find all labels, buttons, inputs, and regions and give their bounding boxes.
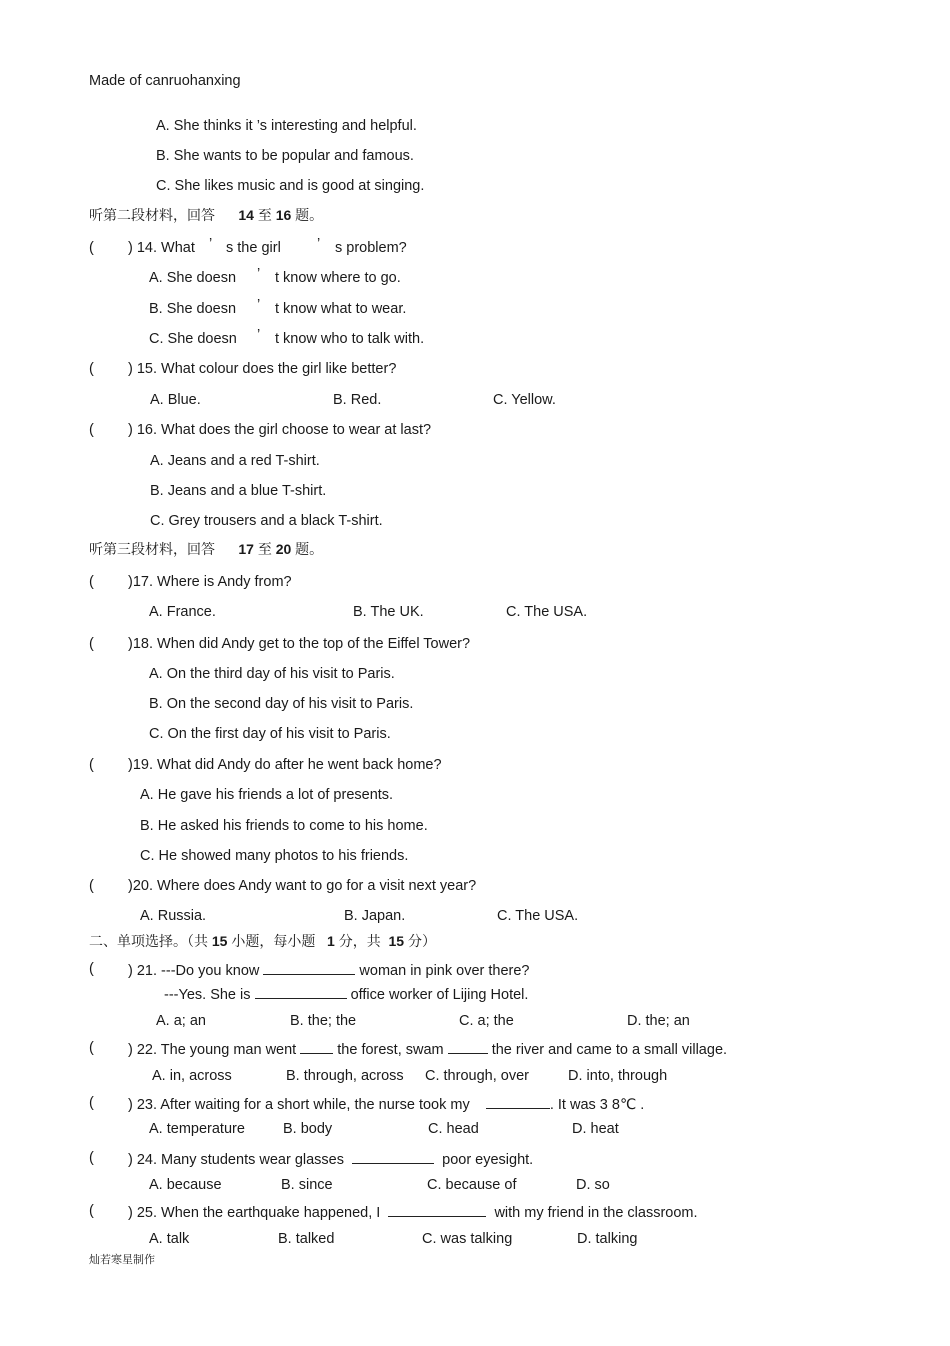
section-3-post: 题。 xyxy=(295,541,324,557)
q23-stem-b: . It was 3 8℃ . xyxy=(549,1097,645,1113)
q22-stem-a: ) 22. The young man went xyxy=(128,1042,297,1058)
q13-option-b: B. She wants to be popular and famous. xyxy=(156,148,414,164)
q22-option-b: B. through, across xyxy=(286,1068,404,1084)
q16-option-a: A. Jeans and a red T-shirt. xyxy=(150,453,320,469)
section-2-mid: 至 xyxy=(257,207,272,223)
q21-stem-b: woman in pink over there? xyxy=(359,963,530,979)
q19-option-b: B. He asked his friends to come to his home. xyxy=(140,818,428,834)
q23-blank[interactable] xyxy=(486,1094,550,1109)
q24-stem-b: poor eyesight. xyxy=(442,1152,534,1168)
q20-option-c: C. The USA. xyxy=(497,908,579,924)
q18-option-a: A. On the third day of his visit to Paris. xyxy=(149,666,395,682)
q16-answer-paren[interactable]: ( xyxy=(89,422,94,438)
q21-option-b: B. the; the xyxy=(290,1013,357,1029)
q20-option-a: A. Russia. xyxy=(140,908,207,924)
q19-stem: )19. What did Andy do after he went back home? xyxy=(128,757,442,773)
q14-stem-a: ) 14. What xyxy=(128,240,195,256)
q24-option-d: D. so xyxy=(576,1177,610,1193)
q20-option-b: B. Japan. xyxy=(344,908,406,924)
q21-option-a: A. a; an xyxy=(156,1013,206,1029)
part-2-heading xyxy=(89,932,436,950)
q22-option-a: A. in, across xyxy=(152,1068,232,1084)
q21-reply-a: ---Yes. She is xyxy=(164,987,251,1003)
q15-answer-paren[interactable]: ( xyxy=(89,361,94,377)
q14-stem-c: s problem? xyxy=(335,240,407,256)
part-2-t3: 分，共 xyxy=(338,933,381,949)
q25-stem xyxy=(128,1202,698,1222)
q25-blank[interactable] xyxy=(388,1202,486,1217)
q23-answer-paren[interactable]: ( xyxy=(89,1095,94,1111)
part-2-n3: 15 xyxy=(388,933,405,949)
q23-option-d: D. heat xyxy=(572,1121,619,1137)
q21-reply-b: office worker of Lijing Hotel. xyxy=(350,987,529,1003)
q22-blank-2[interactable] xyxy=(448,1039,488,1054)
q19-option-c: C. He showed many photos to his friends. xyxy=(140,848,409,864)
q18-option-c: C. On the first day of his visit to Paris. xyxy=(149,726,391,742)
section-2-n1: 14 xyxy=(238,207,254,223)
section-2-heading xyxy=(89,206,323,224)
part-2-t2: 小题，每小题 xyxy=(231,933,316,949)
q24-stem xyxy=(128,1149,533,1169)
q22-stem-c: the river and came to a small village. xyxy=(491,1042,728,1058)
q21-answer-paren[interactable]: ( xyxy=(89,961,94,977)
q23-option-a: A. temperature xyxy=(149,1121,245,1137)
q14-option-b-post: t know what to wear. xyxy=(275,301,407,317)
q25-option-c: C. was talking xyxy=(422,1231,513,1247)
q22-blank-1[interactable] xyxy=(300,1039,333,1054)
q14-option-c-apos: ’ xyxy=(257,327,261,343)
q24-option-a: A. because xyxy=(149,1177,222,1193)
q21-stem-a: ) 21. ---Do you know xyxy=(128,963,260,979)
q14-option-a-post: t know where to go. xyxy=(275,270,401,286)
q22-stem-b: the forest, swam xyxy=(337,1042,444,1058)
q23-stem-a: ) 23. After waiting for a short while, the nurse took my xyxy=(128,1097,470,1113)
part-2-n2: 1 xyxy=(327,933,335,949)
q15-option-c: C. Yellow. xyxy=(493,392,556,408)
q14-stem-b: s the girl xyxy=(226,240,281,256)
q14-option-c-pre: C. She doesn xyxy=(149,331,237,347)
q25-option-d: D. talking xyxy=(577,1231,638,1247)
part-2-t1: 二、单项选择。（共 xyxy=(89,933,208,949)
section-2-pre: 听第二段材料，回答 xyxy=(89,207,215,223)
q21-blank-2[interactable] xyxy=(255,984,347,999)
q18-stem: )18. When did Andy get to the top of the Eiffel Tower? xyxy=(128,636,471,652)
q14-apostrophe-2: ’ xyxy=(317,236,321,252)
q19-option-a: A. He gave his friends a lot of presents. xyxy=(140,787,394,803)
q22-answer-paren[interactable]: ( xyxy=(89,1040,94,1056)
q21-reply xyxy=(164,984,528,1004)
part-2-n1: 15 xyxy=(211,933,228,949)
q14-apostrophe-1: ’ xyxy=(209,236,213,252)
q17-stem: )17. Where is Andy from? xyxy=(128,574,292,590)
q17-option-c: C. The USA. xyxy=(506,604,588,620)
q17-answer-paren[interactable]: ( xyxy=(89,574,94,590)
q25-answer-paren[interactable]: ( xyxy=(89,1203,94,1219)
q25-option-b: B. talked xyxy=(278,1231,335,1247)
q18-option-b: B. On the second day of his visit to Paris. xyxy=(149,696,414,712)
q22-option-d: D. into, through xyxy=(568,1068,668,1084)
q23-option-b: B. body xyxy=(283,1121,333,1137)
q25-option-a: A. talk xyxy=(149,1231,190,1247)
q15-stem: ) 15. What colour does the girl like better? xyxy=(128,361,397,377)
section-2-n2: 16 xyxy=(275,207,292,223)
q23-option-c: C. head xyxy=(428,1121,479,1137)
q24-blank[interactable] xyxy=(352,1149,434,1164)
q21-option-c: C. a; the xyxy=(459,1013,514,1029)
q25-stem-a: ) 25. When the earthquake happened, I xyxy=(128,1205,381,1221)
q17-option-b: B. The UK. xyxy=(353,604,424,620)
q13-option-c: C. She likes music and is good at singing. xyxy=(156,178,425,194)
q22-stem xyxy=(128,1039,727,1059)
section-3-n1: 17 xyxy=(238,541,254,557)
q25-stem-b: with my friend in the classroom. xyxy=(494,1205,698,1221)
q14-option-b-pre: B. She doesn xyxy=(149,301,237,317)
q23-stem xyxy=(128,1094,644,1114)
q14-option-b-apos: ’ xyxy=(257,297,261,313)
section-2-post: 题。 xyxy=(295,207,324,223)
q14-option-a-apos: ’ xyxy=(257,266,261,282)
section-3-heading xyxy=(89,540,323,558)
q24-option-c: C. because of xyxy=(427,1177,517,1193)
q24-answer-paren[interactable]: ( xyxy=(89,1150,94,1166)
q18-answer-paren[interactable]: ( xyxy=(89,636,94,652)
q16-stem: ) 16. What does the girl choose to wear at last? xyxy=(128,422,432,438)
section-3-n2: 20 xyxy=(275,541,292,557)
part-2-t4: 分） xyxy=(407,933,436,949)
page-footer: 灿若寒星制作 xyxy=(89,1254,155,1266)
q24-stem-a: ) 24. Many students wear glasses xyxy=(128,1152,344,1168)
q24-option-b: B. since xyxy=(281,1177,333,1193)
page-header: Made of canruohanxing xyxy=(89,73,241,89)
q21-option-d: D. the; an xyxy=(627,1013,690,1029)
q19-answer-paren[interactable]: ( xyxy=(89,757,94,773)
q17-option-a: A. France. xyxy=(149,604,216,620)
q13-option-a: A. She thinks it ’s interesting and helpful. xyxy=(156,118,417,134)
q15-option-a: A. Blue. xyxy=(150,392,201,408)
q15-option-b: B. Red. xyxy=(333,392,382,408)
section-3-mid: 至 xyxy=(257,541,272,557)
q16-option-b: B. Jeans and a blue T-shirt. xyxy=(150,483,327,499)
q20-stem: )20. Where does Andy want to go for a visit next year? xyxy=(128,878,477,894)
q14-option-a-pre: A. She doesn xyxy=(149,270,237,286)
section-3-pre: 听第三段材料，回答 xyxy=(89,541,215,557)
q16-option-c: C. Grey trousers and a black T-shirt. xyxy=(150,513,383,529)
q14-option-c-post: t know who to talk with. xyxy=(275,331,425,347)
q14-answer-paren[interactable]: ( xyxy=(89,240,94,256)
q21-blank-1[interactable] xyxy=(263,960,355,975)
q22-option-c: C. through, over xyxy=(425,1068,529,1084)
q20-answer-paren[interactable]: ( xyxy=(89,878,94,894)
q21-stem xyxy=(128,960,530,980)
